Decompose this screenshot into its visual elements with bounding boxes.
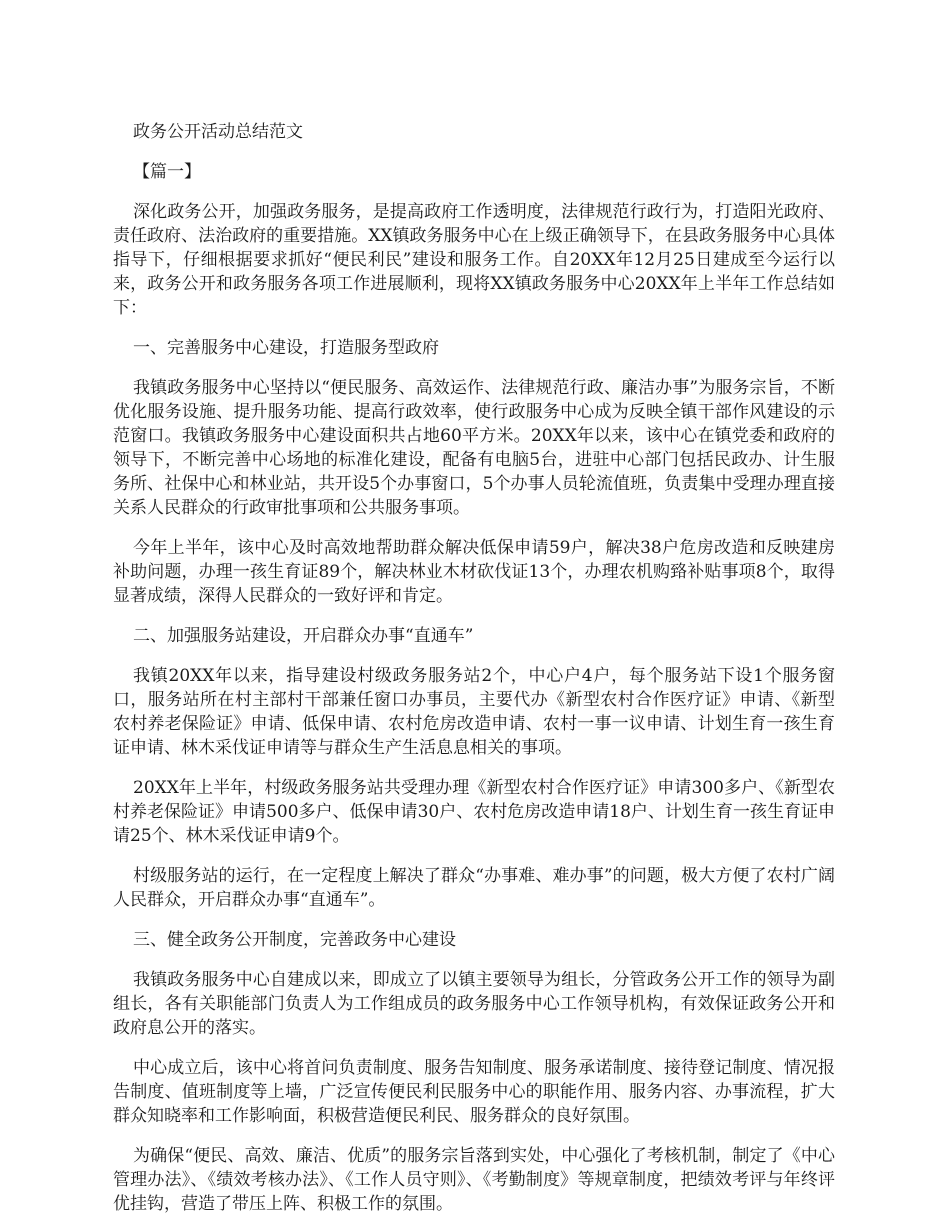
paragraph-1: 我镇政务服务中心坚持以“便民服务、高效运作、法律规范行政、廉洁办事”为服务宗旨，不断优化服务设施、提升服务功能、提高行政效率，使行政服务中心成为反映全镇干部作风建设的示范窗口。我镇政务服务中心建设面积共占地60平方米。20XX年以来，该中心在镇党委和政府的领导下，不断完善中心场地的标准化建设，配备有电脑5台，进驻中心部门包括民政办、计生服务所、社保中心和林业站，共开设5个办事窗口，5个办事人员轮流值班，负责集中受理办理直接关系人民群众的行政审批事项和公共服务事项。 xyxy=(113,378,835,518)
paragraph-2: 今年上半年，该中心及时高效地帮助群众解决低保申请59户，解决38户危房改造和反映建房补助问题，办理一孩生育证89个，解决林业木材砍伐证13个，办理农机购臵补贴事项8个，取得显著成绩，深得人民群众的一致好评和肯定。 xyxy=(113,538,835,606)
paragraph-6: 我镇政务服务中心自建成以来，即成立了以镇主要领导为组长，分管政务公开工作的领导为副组长，各有关职能部门负责人为工作组成员的政务服务中心工作领导机构，有效保证政务公开和政府息公开的落实。 xyxy=(113,970,835,1038)
section-heading-2: 二、加强服务站建设，开启群众办事“直通车” xyxy=(133,626,474,646)
paragraph-5: 村级服务站的运行，在一定程度上解决了群众“办事难、难办事”的问题，极大方便了农村广阔人民群众，开启群众办事“直通车”。 xyxy=(113,866,835,910)
paragraph-3: 我镇20XX年以来，指导建设村级政务服务站2个，中心户4户，每个服务站下设1个服务窗口，服务站所在村主部村干部兼任窗口办事员，主要代办《新型农村合作医疗证》申请、《新型农村养老保险证》申请、低保申请、农村危房改造申请、农村一事一议申请、计划生育一孩生育证申请、林木采伐证申请等与群众生产生活息息相关的事项。 xyxy=(113,666,835,758)
document-title: 政务公开活动总结范文 xyxy=(133,122,303,142)
section-label: 【篇一】 xyxy=(133,162,201,182)
section-heading-1: 一、完善服务中心建设，打造服务型政府 xyxy=(133,338,439,358)
paragraph-4: 20XX年上半年，村级政务服务站共受理办理《新型农村合作医疗证》申请300多户、《新型农村养老保险证》申请500多户、低保申请30户、农村危房改造申请18户、计划生育一孩生育证申请25个、林木采伐证申请9个。 xyxy=(113,778,835,846)
document-page xyxy=(113,120,835,1232)
paragraph-8: 为确保“便民、高效、廉洁、优质”的服务宗旨落到实处，中心强化了考核机制，制定了《中心管理办法》、《绩效考核办法》、《工作人员守则》、《考勤制度》等规章制度，把绩效考评与年终评优挂钩，营造了带压上阵、积极工作的氛围。 xyxy=(113,1146,835,1214)
section-heading-3: 三、健全政务公开制度，完善政务中心建设 xyxy=(133,930,456,950)
intro-paragraph: 深化政务公开，加强政务服务，是提高政府工作透明度，法律规范行政行为，打造阳光政府、责任政府、法治政府的重要措施。XX镇政务服务中心在上级正确领导下，在县政务服务中心具体指导下，仔细根据要求抓好“便民利民”建设和服务工作。自20XX年12月25日建成至今运行以来，政务公开和政务服务各项工作进展顺利，现将XX镇政务服务中心20XX年上半年工作总结如下： xyxy=(113,202,835,318)
paragraph-7: 中心成立后，该中心将首问负责制度、服务告知制度、服务承诺制度、接待登记制度、情况报告制度、值班制度等上墙，广泛宣传便民利民服务中心的职能作用、服务内容、办事流程，扩大群众知晓率和工作影响面，积极营造便民利民、服务群众的良好氛围。 xyxy=(113,1058,835,1126)
